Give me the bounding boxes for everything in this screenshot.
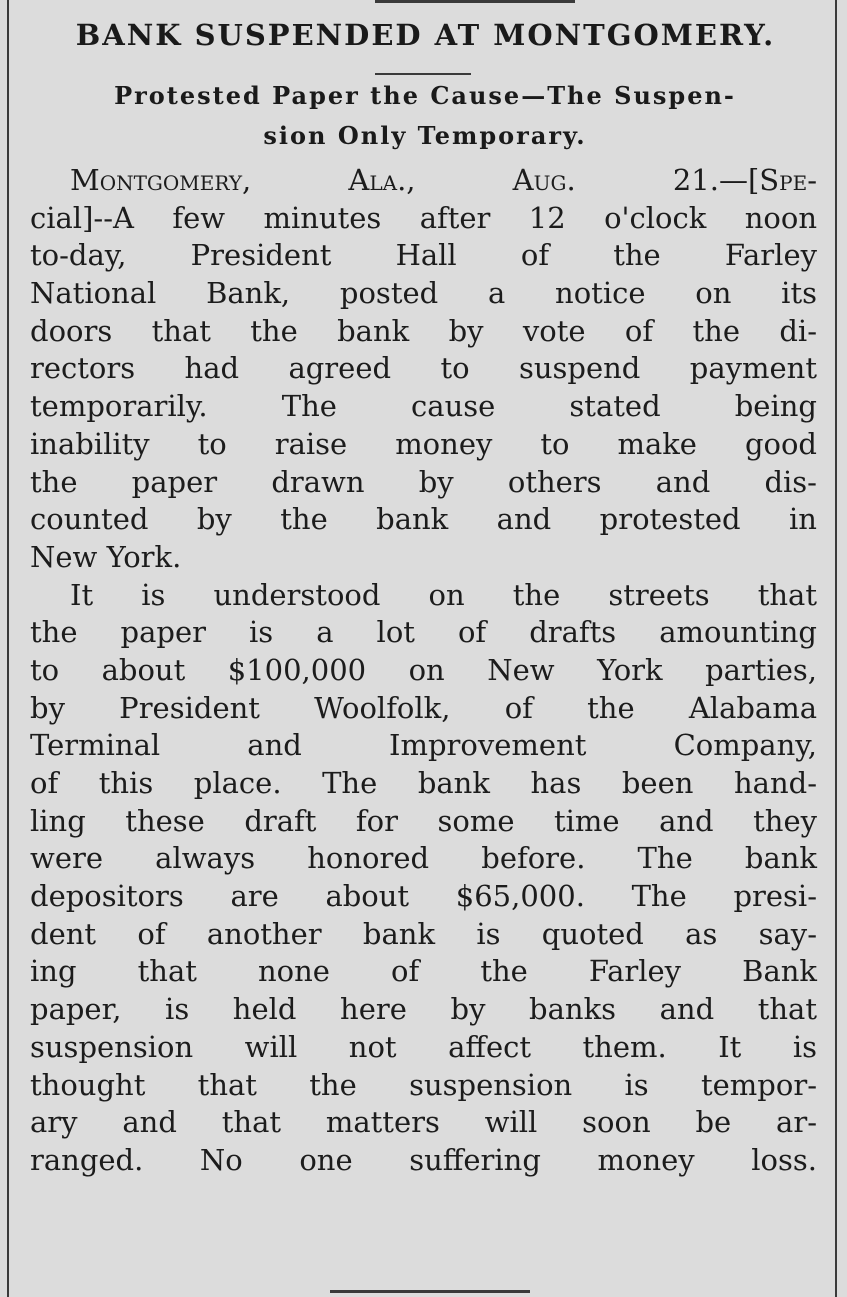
body-line: dent of another bank is quoted as say- <box>30 916 817 951</box>
body-line: to-day, President Hall of the Farley <box>30 238 817 273</box>
body-line: the paper drawn by others and dis- <box>30 464 817 499</box>
body-line: counted by the bank and protested in <box>30 502 817 537</box>
body-line: ary and that matters will soon be ar- <box>30 1105 817 1140</box>
body-line: by President Woolfolk, of the Alabama <box>30 690 817 725</box>
body-line: paper, is held here by banks and that <box>30 992 817 1027</box>
body-line: of this place. The bank has been hand- <box>30 766 817 800</box>
deck-line: Protested Paper the Cause—The Suspen- <box>114 81 736 110</box>
paragraph-1 <box>30 162 817 577</box>
body-line <box>30 162 817 200</box>
body-line: depositors are about $65,000. The presi- <box>30 879 817 914</box>
deck-line: sion Only Temporary. <box>263 121 587 150</box>
body-line: cial]--A few minutes after 12 o'clock noon <box>30 200 817 235</box>
article-body <box>30 162 817 1180</box>
body-line: New York. <box>30 539 182 574</box>
article-deck <box>30 76 820 156</box>
body-line: inability to raise money to make good <box>30 426 817 461</box>
body-line: ling these draft for some time and they <box>30 803 817 838</box>
body-line: the paper is a lot of drafts amounting <box>30 615 817 650</box>
separator-rule-headline <box>375 73 471 75</box>
body-line: thought that the suspension is tempor- <box>30 1067 817 1102</box>
body-line: temporarily. The cause stated being <box>30 389 817 424</box>
separator-rule-top <box>375 0 575 3</box>
dateline: Montgomery, Ala., Aug. 21.—[Spe- <box>70 163 817 197</box>
body-line: rectors had agreed to suspend payment <box>30 351 817 386</box>
body-line: Terminal and Improvement Company, <box>30 728 817 763</box>
body-line: to about $100,000 on New York parties, <box>30 652 817 687</box>
paragraph-2 <box>30 577 817 1180</box>
column-rule-left <box>7 0 9 1297</box>
column-rule-right <box>835 0 837 1297</box>
body-line: suspension will not affect them. It is <box>30 1029 817 1064</box>
body-line: It is understood on the streets that <box>70 577 817 612</box>
body-line: National Bank, posted a notice on its <box>30 276 817 311</box>
article-headline: BANK SUSPENDED AT MONTGOMERY. <box>75 18 776 52</box>
body-line: ranged. No one suffering money loss. <box>30 1142 817 1177</box>
body-line: were always honored before. The bank <box>30 841 817 876</box>
separator-rule-bottom <box>330 1290 530 1293</box>
body-line: doors that the bank by vote of the di- <box>30 313 817 348</box>
body-line: ing that none of the Farley Bank <box>30 954 817 989</box>
